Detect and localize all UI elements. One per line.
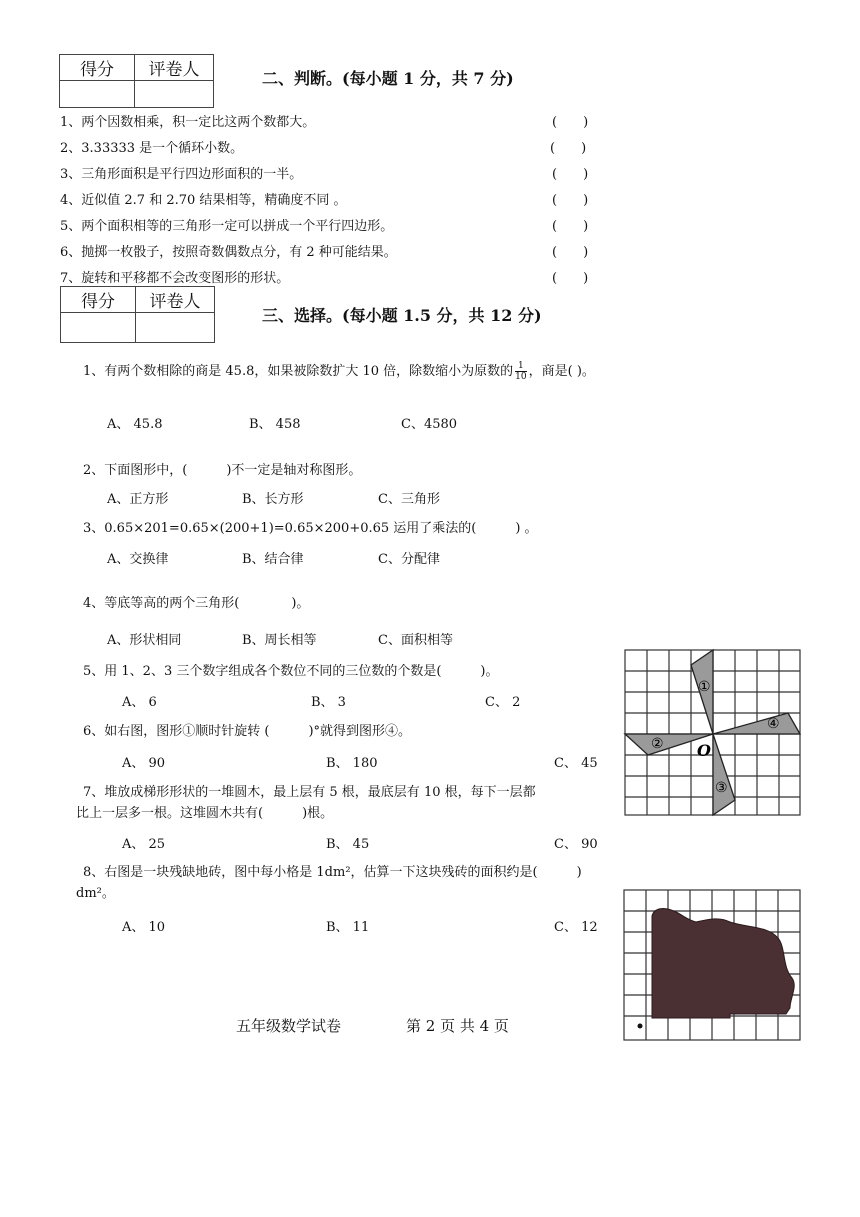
choice-q5: 5、用 1、2、3 三个数字组成各个数位不同的三位数的个数是( )。: [83, 664, 499, 679]
choice-q1: [83, 360, 595, 382]
q6-option-a[interactable]: A、 90: [122, 756, 166, 771]
score-table-1: [59, 54, 214, 108]
q1-option-b[interactable]: B、 458: [249, 417, 301, 432]
q8-option-c[interactable]: C、 12: [554, 920, 598, 935]
q5-option-b[interactable]: B、 3: [311, 695, 346, 710]
triangle-3-shape: [713, 734, 735, 815]
q7-option-c[interactable]: C、 90: [554, 837, 598, 852]
q3-option-c[interactable]: C、分配律: [378, 552, 440, 567]
q5-option-c[interactable]: C、 2: [485, 695, 521, 710]
judge-answer-6[interactable]: ( ): [552, 245, 589, 260]
q4-option-a[interactable]: A、形状相同: [107, 633, 182, 648]
judge-item-2: 2、3.33333 是一个循环小数。: [60, 141, 244, 156]
fraction-denominator: 10: [515, 372, 527, 382]
choice-q8-line2: dm²。: [76, 886, 115, 901]
judge-answer-2[interactable]: ( ): [550, 141, 587, 156]
q2-option-b[interactable]: B、长方形: [242, 492, 304, 507]
judge-item-6: 6、抛掷一枚骰子，按照奇数偶数点分，有 2 种可能结果。: [60, 245, 397, 260]
judge-item-5: 5、两个面积相等的三角形一定可以拼成一个平行四边形。: [60, 219, 394, 234]
score-header: 得分: [60, 55, 135, 81]
q1-text-b: ，商是( )。: [528, 364, 595, 379]
judge-item-1: 1、两个因数相乘，积一定比这两个数都大。: [60, 115, 316, 130]
judge-answer-1[interactable]: ( ): [552, 115, 589, 130]
score-header: 得分: [61, 287, 136, 313]
rotation-figure: [618, 645, 804, 825]
choice-q3: 3、0.65×201=0.65×(200+1)=0.65×200+0.65 运用了乘法的( ) 。: [83, 521, 538, 536]
grader-header: 评卷人: [136, 287, 215, 313]
grader-cell[interactable]: [136, 313, 215, 343]
label-1: ①: [698, 679, 711, 695]
choice-q7-line2: 比上一层多一根。这堆圆木共有( )根。: [76, 806, 334, 821]
grader-header: 评卷人: [135, 55, 214, 81]
judge-item-3: 3、三角形面积是平行四边形面积的一半。: [60, 167, 303, 182]
q4-option-b[interactable]: B、周长相等: [242, 633, 317, 648]
broken-tile-figure: [618, 886, 808, 1044]
section2-title: 二、判断。(每小题 1 分，共 7 分): [262, 69, 514, 88]
q4-option-c[interactable]: C、面积相等: [378, 633, 453, 648]
rotation-triangles: [625, 650, 800, 815]
footer-left: 五年级数学试卷: [236, 1017, 342, 1035]
q6-option-c[interactable]: C、 45: [554, 756, 598, 771]
q2-option-a[interactable]: A、正方形: [107, 492, 169, 507]
broken-tile-shape: [652, 909, 794, 1018]
grader-cell[interactable]: [135, 81, 214, 108]
q3-option-a[interactable]: A、交换律: [107, 552, 169, 567]
footer-right: 第 2 页 共 4 页: [406, 1017, 509, 1035]
judge-answer-3[interactable]: ( ): [552, 167, 589, 182]
label-3: ③: [715, 780, 728, 796]
judge-answer-5[interactable]: ( ): [552, 219, 589, 234]
q1-text-a: 1、有两个数相除的商是 45.8，如果被除数扩大 10 倍，除数缩小为原数的: [83, 364, 514, 379]
q5-option-a[interactable]: A、 6: [122, 695, 157, 710]
q2-option-c[interactable]: C、三角形: [378, 492, 440, 507]
score-cell[interactable]: [61, 313, 136, 343]
judge-item-4: 4、近似值 2.7 和 2.70 结果相等，精确度不同 。: [60, 193, 347, 208]
judge-answer-4[interactable]: ( ): [552, 193, 589, 208]
q8-option-b[interactable]: B、 11: [326, 920, 370, 935]
choice-q8-line1: 8、右图是一块残缺地砖，图中每小格是 1dm²，估算一下这块残砖的面积约是( ): [83, 865, 582, 880]
q7-option-b[interactable]: B、 45: [326, 837, 370, 852]
q8-option-a[interactable]: A、 10: [122, 920, 166, 935]
choice-q6: 6、如右图，图形①顺时针旋转 ( )°就得到图形④。: [83, 724, 412, 739]
q6-option-b[interactable]: B、 180: [326, 756, 378, 771]
q1-option-a[interactable]: A、 45.8: [107, 417, 163, 432]
section3-title: 三、选择。(每小题 1.5 分，共 12 分): [262, 306, 542, 325]
tile-dot: [638, 1024, 643, 1029]
judge-item-7: 7、旋转和平移都不会改变图形的形状。: [60, 271, 290, 286]
q1-option-c[interactable]: C、4580: [401, 417, 458, 432]
q1-fraction: [515, 361, 526, 382]
choice-q7-line1: 7、堆放成梯形形状的一堆圆木，最上层有 5 根，最底层有 10 根，每下一层都: [83, 785, 536, 800]
score-cell[interactable]: [60, 81, 135, 108]
center-label: O: [697, 741, 711, 760]
choice-q4: 4、等底等高的两个三角形( )。: [83, 596, 310, 611]
score-table-2: [60, 286, 215, 343]
fraction-numerator: 1: [515, 361, 526, 372]
label-4: ④: [767, 716, 780, 732]
judge-answer-7[interactable]: ( ): [552, 271, 589, 286]
q3-option-b[interactable]: B、结合律: [242, 552, 304, 567]
label-2: ②: [651, 736, 664, 752]
choice-q2: 2、下面图形中，( )不一定是轴对称图形。: [83, 463, 362, 478]
q7-option-a[interactable]: A、 25: [122, 837, 166, 852]
